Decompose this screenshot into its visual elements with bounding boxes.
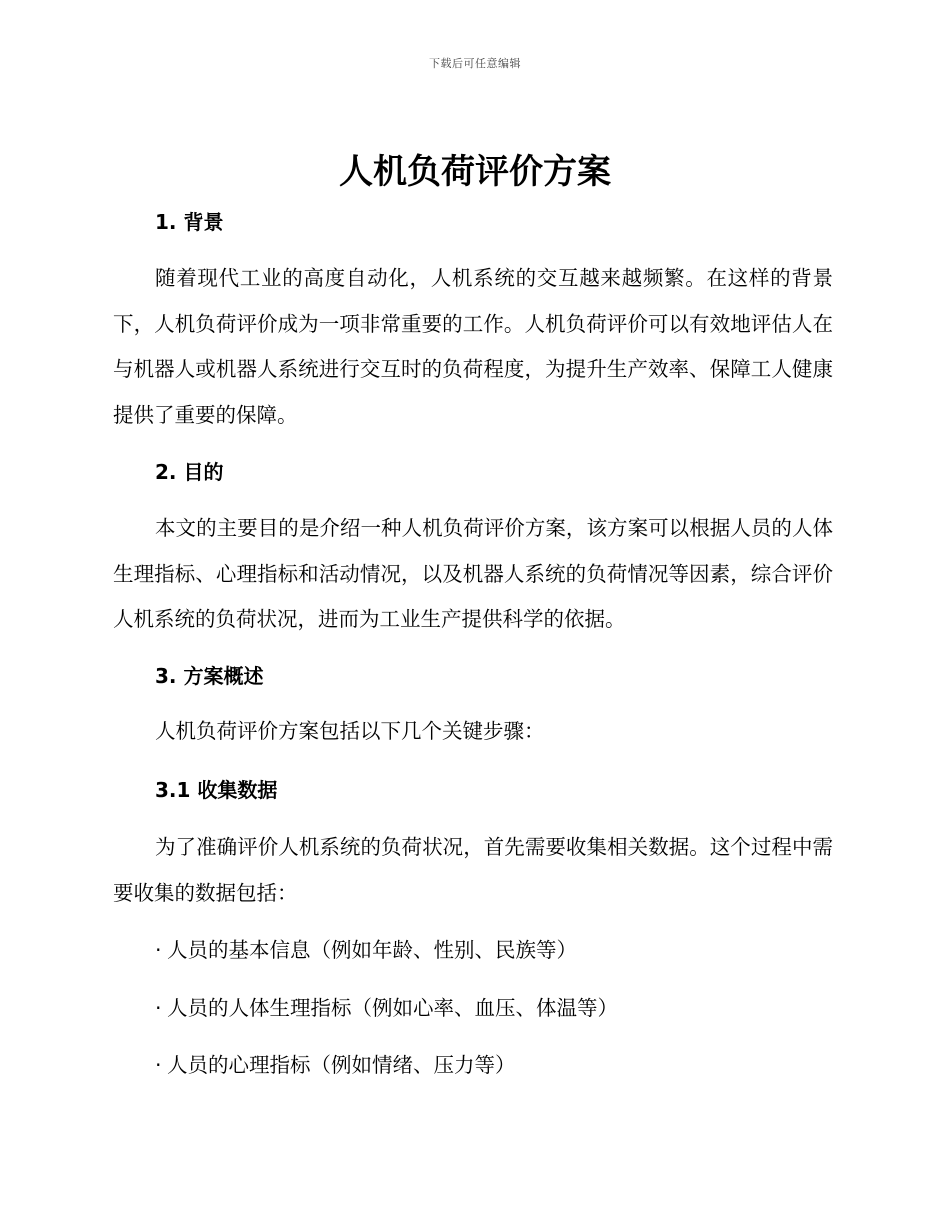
paragraph-purpose: 本文的主要目的是介绍一种人机负荷评价方案，该方案可以根据人员的人体生理指标、心理指标和活动情况，以及机器人系统的负荷情况等因素，综合评价人机系统的负荷状况，进而为工业生产提供科学的依据。 (113, 516, 833, 631)
list-item-text: 人员的基本信息（例如年龄、性别、民族等） (167, 938, 577, 962)
list-item-text: 人员的人体生理指标（例如心率、血压、体温等） (167, 996, 618, 1020)
paragraph-background: 随着现代工业的高度自动化，人机系统的交互越来越频繁。在这样的背景下，人机负荷评价成为一项非常重要的工作。人机负荷评价可以有效地评估人在与机器人或机器人系统进行交互时的负荷程度，为提升生产效率、保障工人健康提供了重要的保障。 (113, 266, 833, 427)
document-title: 人机负荷评价方案 (339, 152, 611, 192)
paragraph-collect: 为了准确评价人机系统的负荷状况，首先需要收集相关数据。这个过程中需要收集的数据包括： (113, 835, 833, 905)
list-item (155, 936, 577, 964)
section-heading-background: 1. 背景 (155, 210, 224, 234)
section-heading-purpose: 2. 目的 (155, 460, 224, 484)
paragraph-overview: 人机负荷评价方案包括以下几个关键步骤： (155, 719, 545, 743)
bullet-marker: · (155, 938, 162, 962)
list-item-text: 人员的心理指标（例如情绪、压力等） (167, 1053, 516, 1077)
list-item (155, 1051, 516, 1079)
section-heading-collect: 3.1 收集数据 (155, 778, 278, 802)
list-item (155, 994, 618, 1022)
header-note: 下载后可任意编辑 (429, 57, 521, 70)
bullet-marker: · (155, 996, 162, 1020)
bullet-marker: · (155, 1053, 162, 1077)
section-heading-overview: 3. 方案概述 (155, 664, 264, 688)
